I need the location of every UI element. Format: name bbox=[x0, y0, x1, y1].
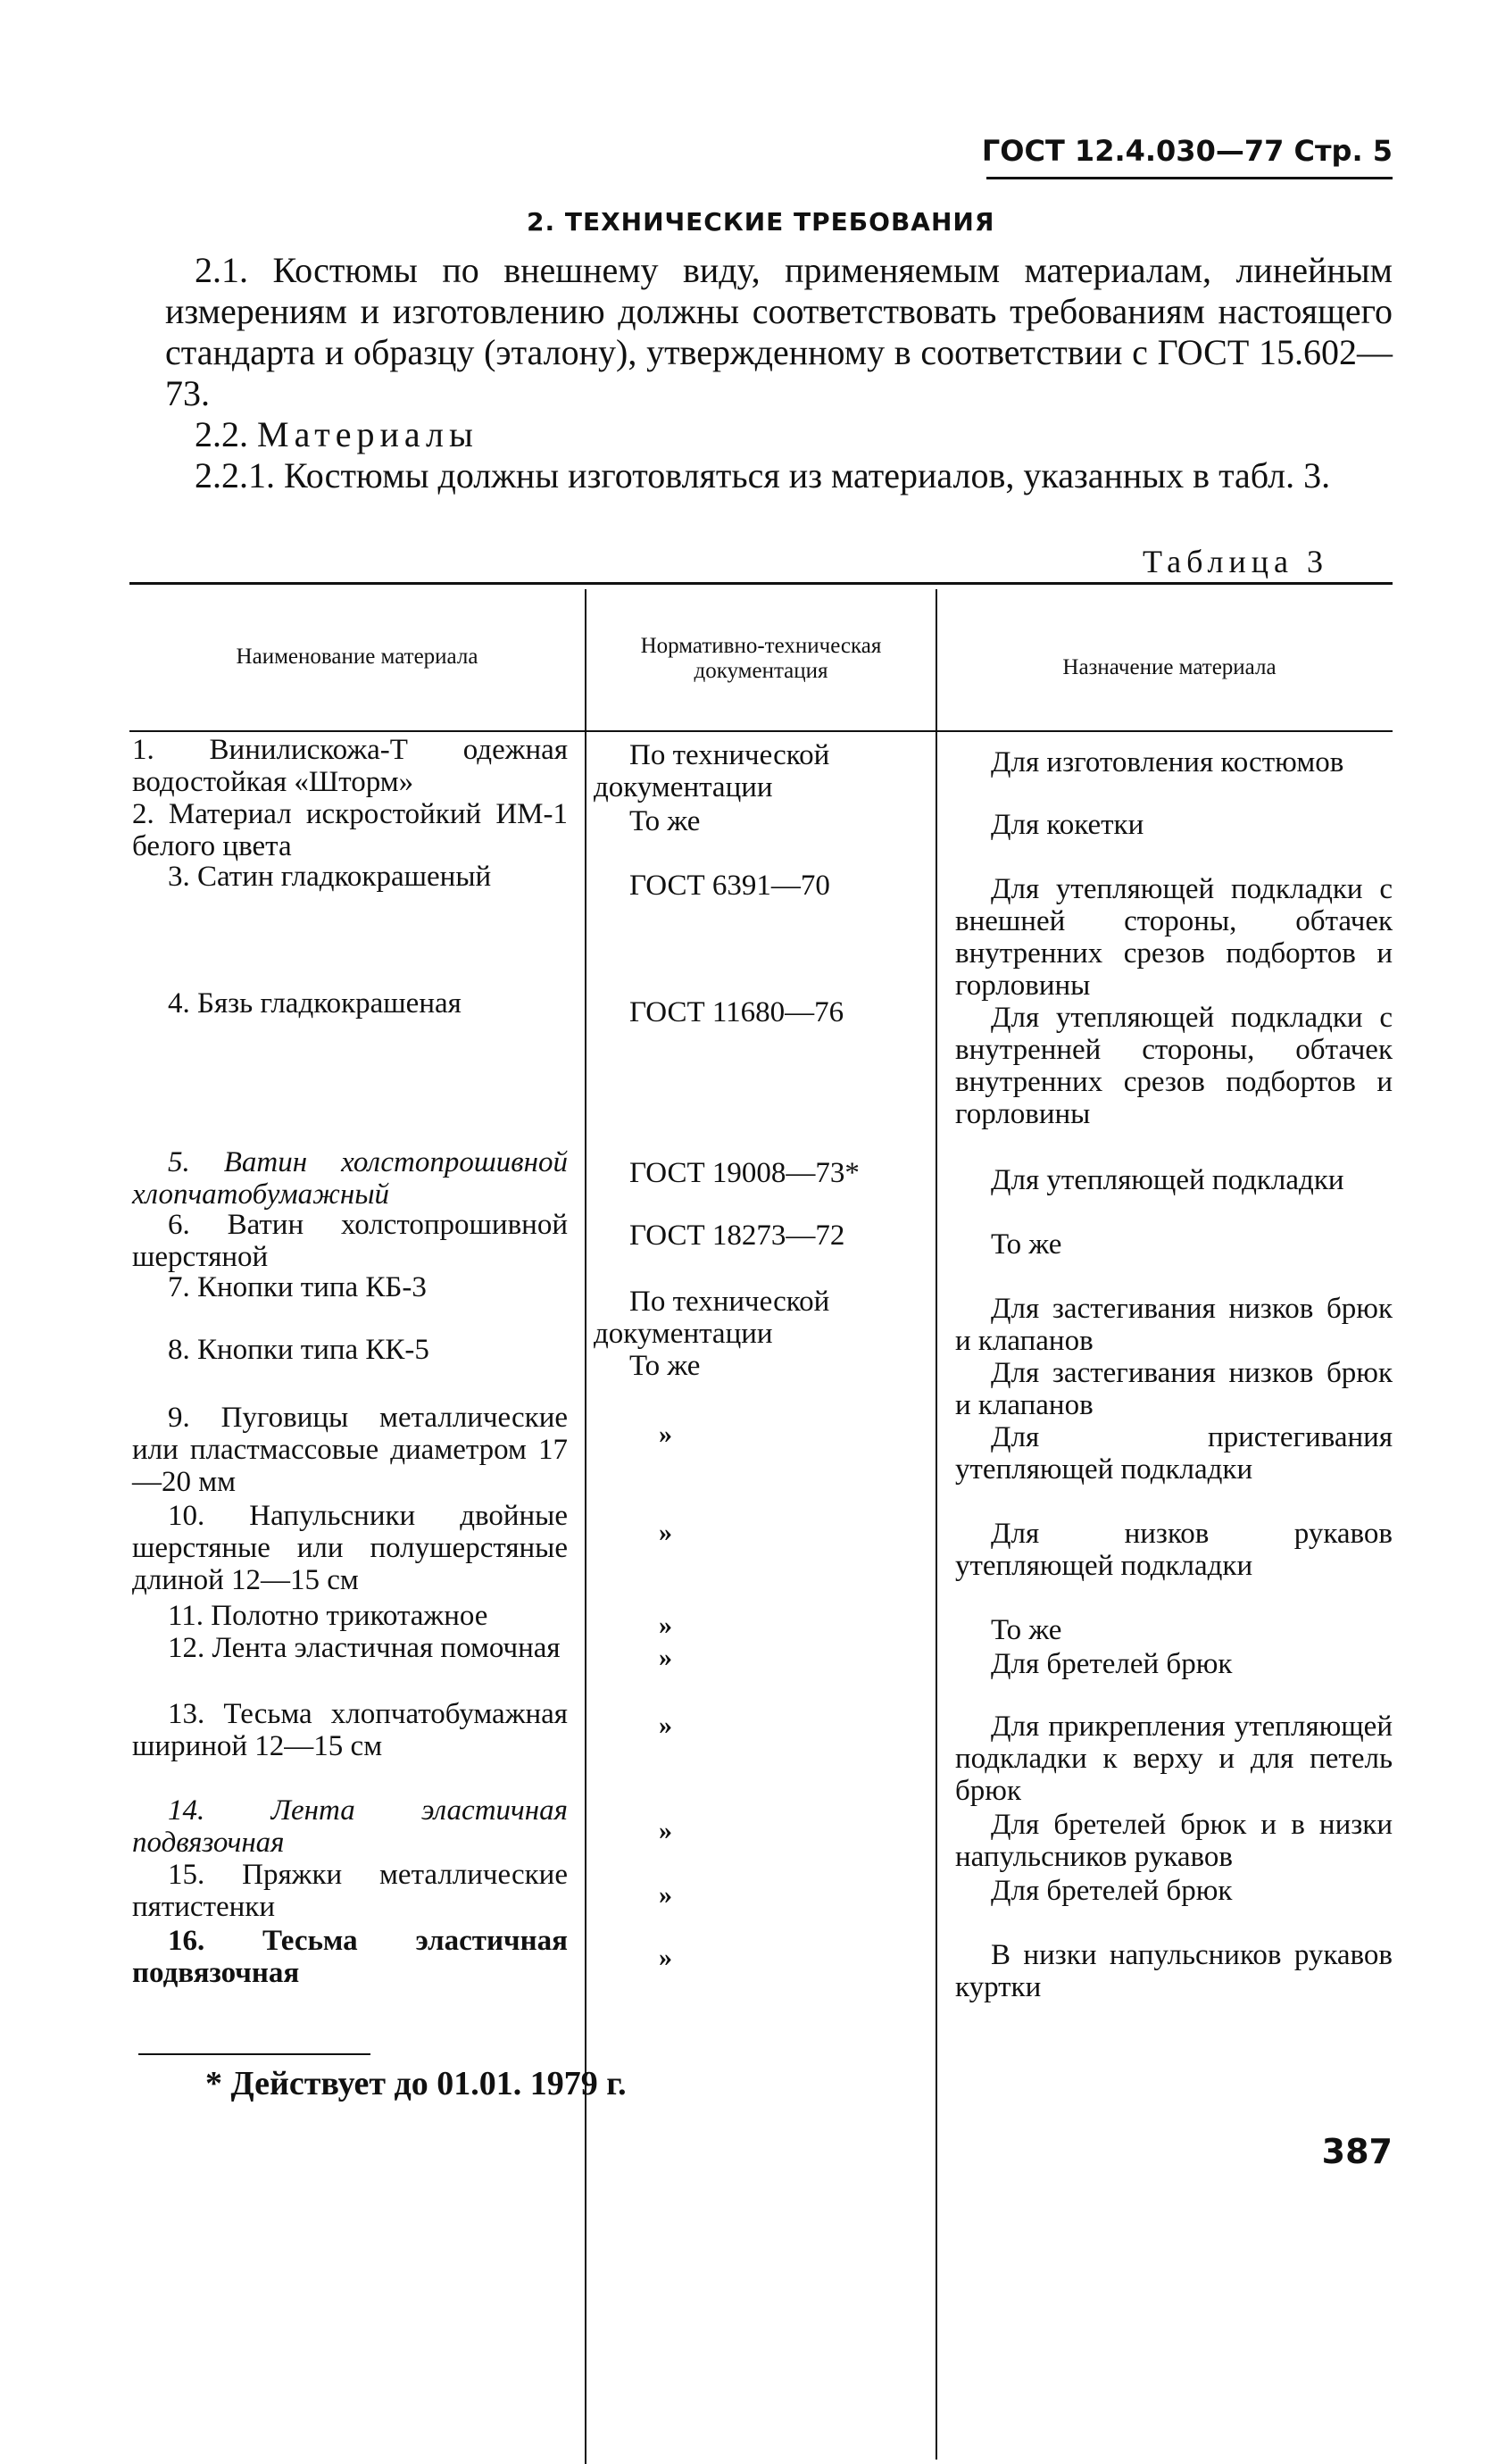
table-cell-purpose: Для низков рукавов утепляющей подкладки bbox=[955, 1518, 1393, 1582]
section-title: 2. ТЕХНИЧЕСКИЕ ТРЕБОВАНИЯ bbox=[527, 207, 995, 237]
table-cell-name: 11. Полотно трикотажное bbox=[168, 1600, 488, 1632]
table-cell-name: 5. Ватин холстопрошивной хлопчатобумажный bbox=[132, 1146, 568, 1211]
table-cell-doc: По технической документации bbox=[594, 1286, 830, 1350]
table-cell-doc: То же bbox=[629, 1350, 701, 1382]
table-cell-purpose: Для бретелей брюк bbox=[991, 1648, 1233, 1680]
table-cell-purpose: Для застегивания низков брюк и клапанов bbox=[955, 1293, 1393, 1357]
page-number: 387 bbox=[1321, 2132, 1393, 2171]
table-cell-purpose: Для застегивания низков брюк и клапанов bbox=[955, 1357, 1393, 1421]
table-cell-doc: ГОСТ 11680—76 bbox=[629, 996, 844, 1028]
table-cell-purpose: Для утепляющей подкладки с внешней стороны, обтачек внутренних срезов подбортов и горловины bbox=[955, 873, 1393, 1002]
document-header: ГОСТ 12.4.030—77 Стр. 5 bbox=[981, 134, 1393, 168]
table-cell-doc-ditto: » bbox=[659, 1711, 672, 1740]
table-cell-name: 9. Пуговицы металлические или пластмассовые диаметром 17—20 мм bbox=[132, 1402, 568, 1498]
table-cell-name: 13. Тесьма хлопчатобумажная шириной 12—15 см bbox=[132, 1698, 568, 1762]
table-caption: Таблица 3 bbox=[1143, 544, 1328, 579]
footnote-rule bbox=[138, 2053, 370, 2055]
paragraph-2-2-number: 2.2. bbox=[195, 414, 248, 454]
table-cell-purpose: Для кокетки bbox=[991, 809, 1144, 841]
table-header-rule bbox=[129, 730, 1393, 732]
table-cell-purpose: Для пристегивания утепляющей подкладки bbox=[955, 1421, 1393, 1486]
table-cell-purpose: Для утепляющей подкладки с внутренней стороны, обтачек внутренних срезов подбортов и горловины bbox=[955, 1002, 1393, 1130]
table-cell-purpose: Для утепляющей подкладки bbox=[991, 1164, 1344, 1196]
table-header-doc: Нормативно-техническая документация bbox=[640, 634, 882, 683]
table-cell-purpose: То же bbox=[991, 1228, 1062, 1261]
paragraph-2-1: 2.1. Костюмы по внешнему виду, применяемым материалам, линейным измерениям и изготовлению должны соответствовать требованиям настоящего стандарта и образцу (эталону), утвержденному в соответствии с ГОСТ 15.602—73. bbox=[165, 250, 1393, 413]
table-cell-name: 6. Ватин холстопрошивной шерстяной bbox=[132, 1209, 568, 1273]
table-cell-doc: То же bbox=[629, 805, 701, 837]
table-cell-purpose: Для изготовления костюмов bbox=[991, 746, 1344, 778]
table-cell-name: 14. Лента эластичная подвязочная bbox=[132, 1794, 568, 1859]
footnote: * Действует до 01.01. 1979 г. bbox=[205, 2065, 627, 2102]
table-cell-purpose: Для бретелей брюк и в низки напульсников рукавов bbox=[955, 1809, 1393, 1873]
table-cell-doc-ditto: » bbox=[659, 1611, 672, 1640]
paragraph-2-2-1: 2.2.1. Костюмы должны изготовляться из материалов, указанных в табл. 3. bbox=[195, 455, 1331, 495]
table-cell-purpose: В низки напульсников рукавов куртки bbox=[955, 1939, 1393, 2003]
table-cell-purpose: То же bbox=[991, 1614, 1062, 1646]
table-cell-doc: ГОСТ 19008—73* bbox=[629, 1157, 860, 1189]
table-cell-doc: ГОСТ 18273—72 bbox=[629, 1220, 845, 1252]
table-column-divider-1 bbox=[585, 589, 586, 2464]
table-cell-doc-ditto: » bbox=[659, 1518, 672, 1547]
table-cell-name: 7. Кнопки типа КБ-3 bbox=[168, 1271, 427, 1303]
table-cell-name: 1. Винилискожа-Т одежная водостойкая «Шторм» bbox=[132, 734, 568, 798]
table-cell-name: 2. Материал искростойкий ИМ-1 белого цвета bbox=[132, 798, 568, 862]
table-cell-name: 12. Лента эластичная помочная bbox=[168, 1632, 561, 1664]
header-rule bbox=[986, 177, 1393, 179]
table-top-rule bbox=[129, 582, 1393, 585]
table-cell-name: 8. Кнопки типа КК-5 bbox=[168, 1334, 429, 1366]
table-cell-name: 4. Бязь гладкокрашеная bbox=[168, 987, 462, 1020]
table-cell-doc: ГОСТ 6391—70 bbox=[629, 870, 830, 902]
table-header-name: Наименование материала bbox=[236, 645, 478, 669]
paragraph-2-2-title: Материалы bbox=[257, 414, 478, 454]
table-cell-purpose: Для прикрепления утепляющей подкладки к верху и для петель брюк bbox=[955, 1711, 1393, 1807]
table-cell-doc-ditto: » bbox=[659, 1643, 672, 1672]
table-cell-doc-ditto: » bbox=[659, 1419, 672, 1449]
table-cell-doc-ditto: » bbox=[659, 1880, 672, 1910]
table-cell-purpose: Для бретелей брюк bbox=[991, 1875, 1233, 1907]
table-cell-doc: По технической документации bbox=[594, 739, 830, 803]
table-cell-name: 10. Напульсники двойные шерстяные или полушерстяные длиной 12—15 см bbox=[132, 1500, 568, 1596]
table-cell-name: 16. Тесьма эластичная подвязочная bbox=[132, 1925, 568, 1989]
table-cell-name: 3. Сатин гладкокрашеный bbox=[168, 861, 492, 893]
table-cell-name: 15. Пряжки металлические пятистенки bbox=[132, 1859, 568, 1923]
table-cell-doc-ditto: » bbox=[659, 1943, 672, 1972]
table-header-purpose: Назначение материала bbox=[1062, 655, 1277, 679]
table-cell-doc-ditto: » bbox=[659, 1816, 672, 1845]
paragraph-2-2 bbox=[195, 414, 478, 455]
